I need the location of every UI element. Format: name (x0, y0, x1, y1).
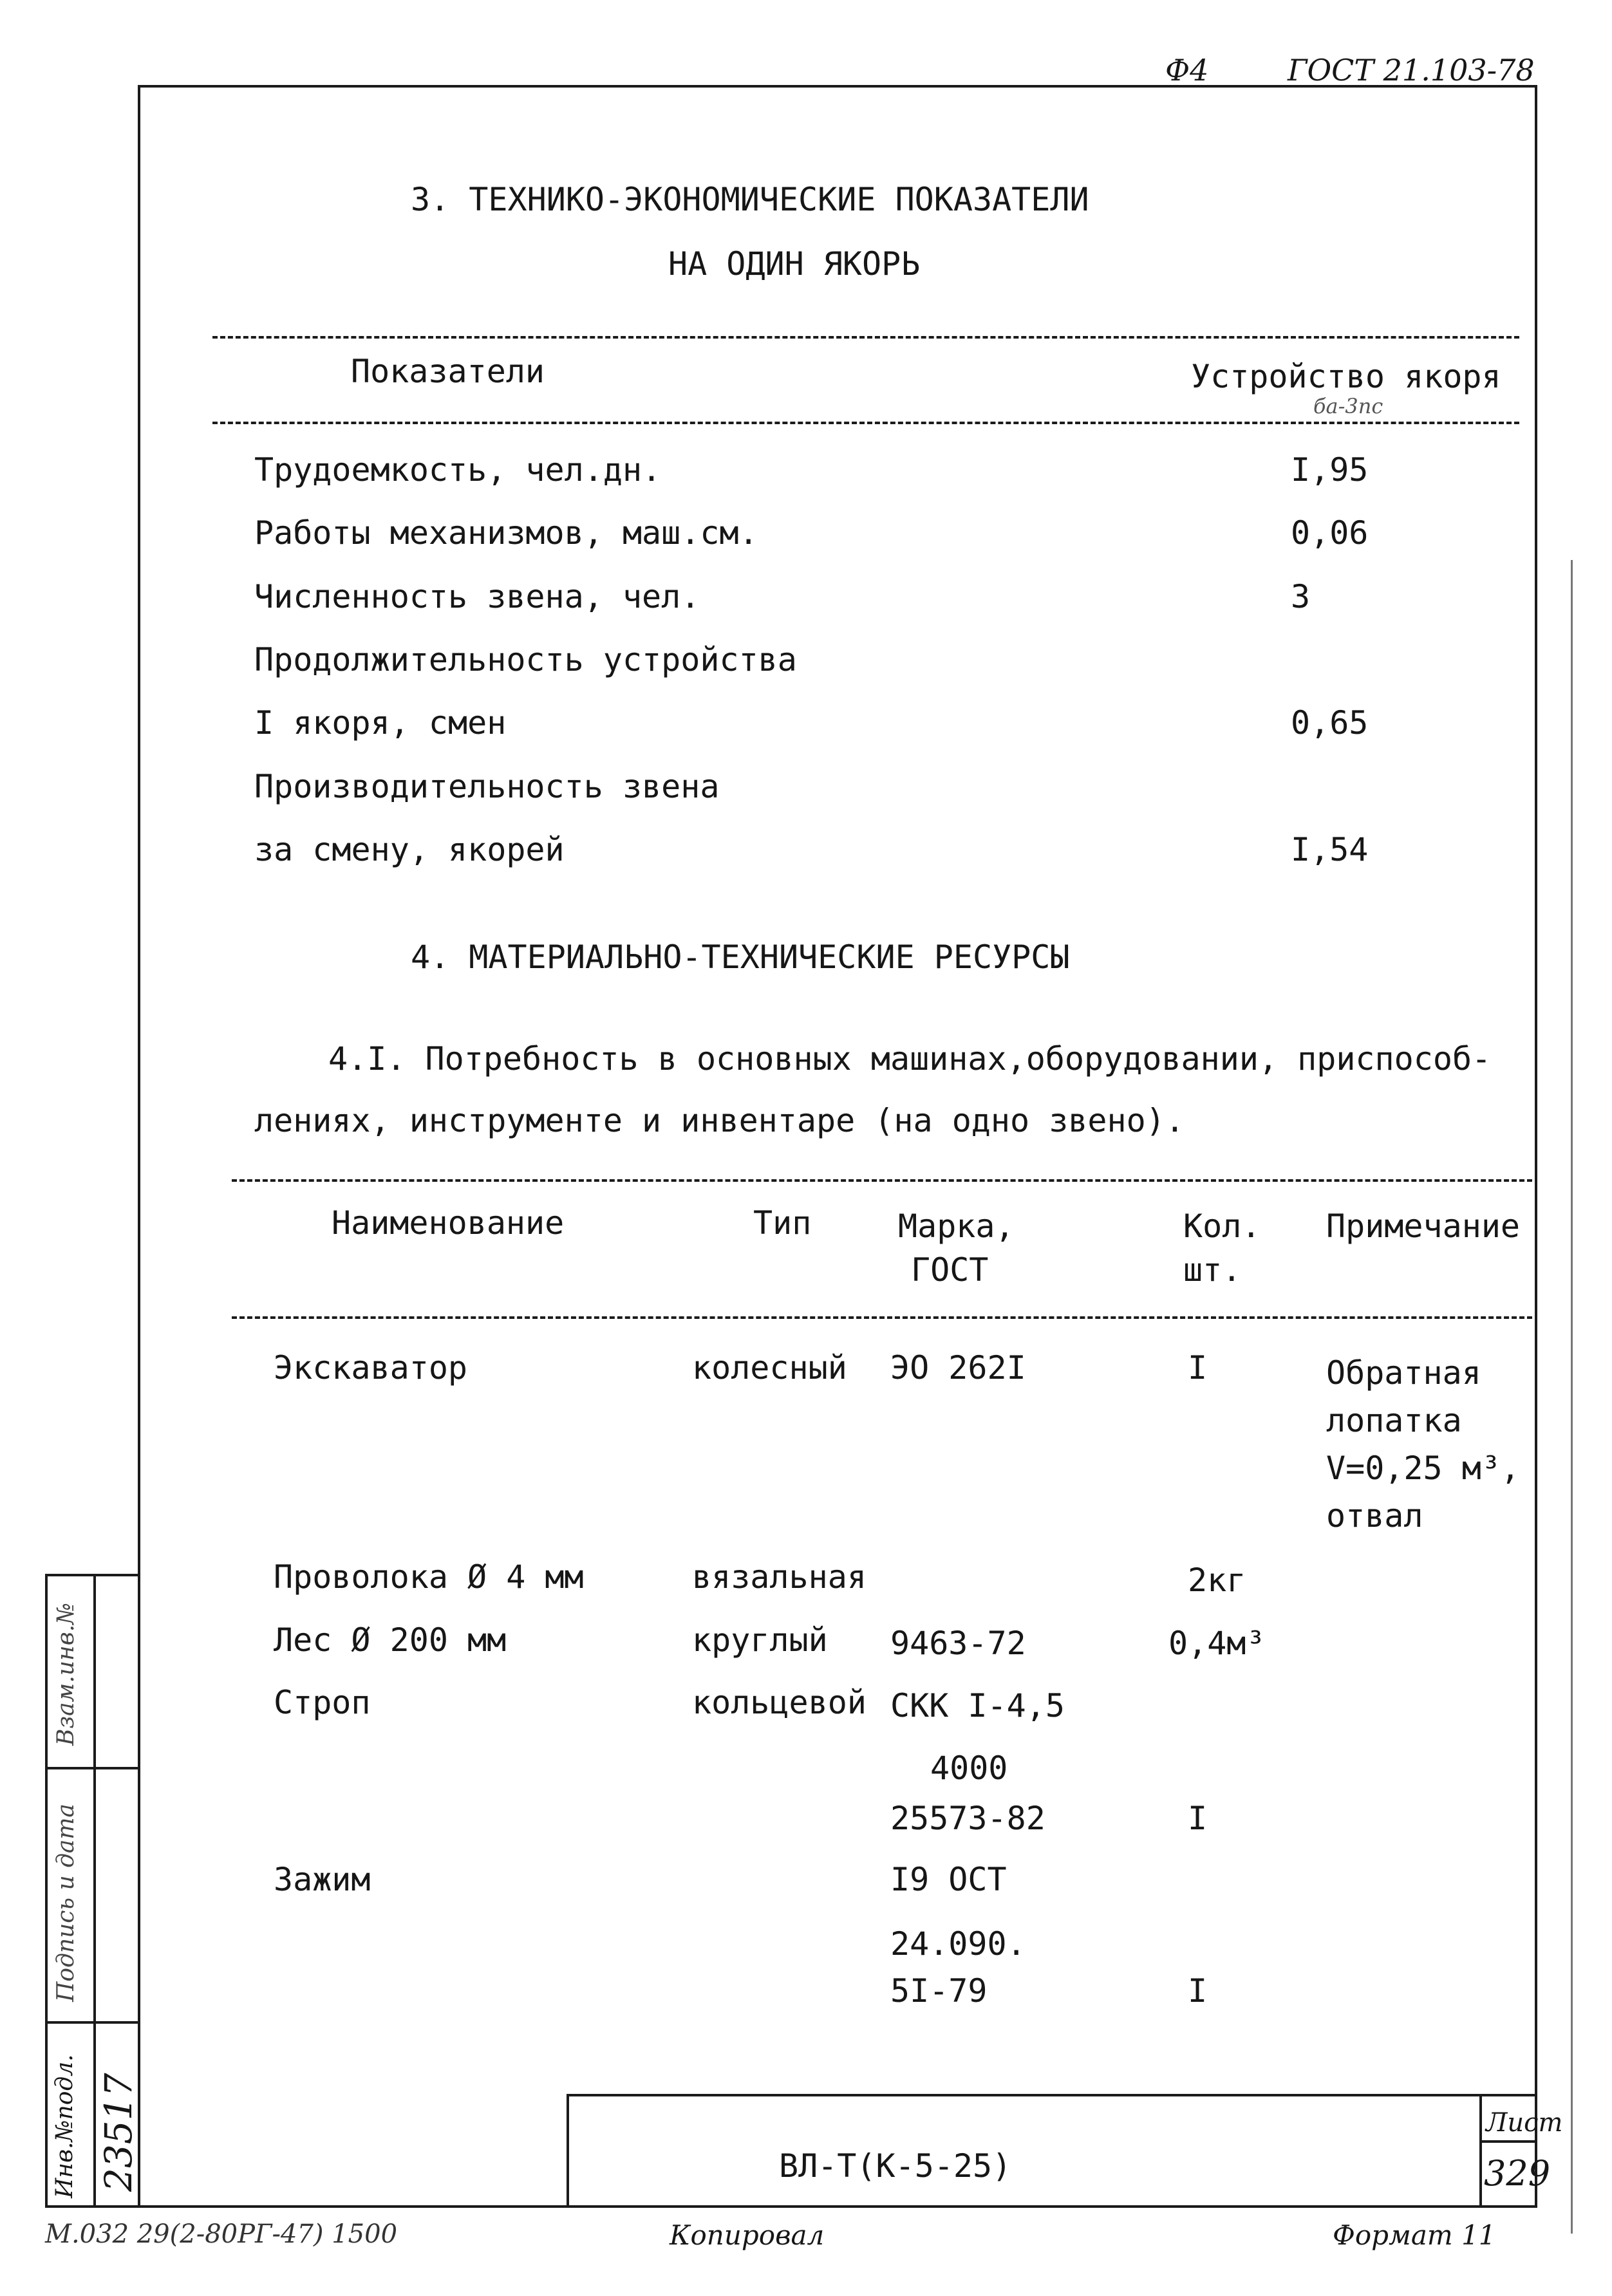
table2-cell-qty: I (1188, 1972, 1208, 2010)
table2-cell-qty: I (1188, 1349, 1208, 1386)
table2-cell-mark: 5I-79 (890, 1972, 988, 2010)
table1-header-rule (212, 422, 1519, 424)
inv-number-label: Инв.№подл. (52, 2054, 78, 2198)
section4-paragraph-line2: лениях, инструменте и инвентаре (на одно звено). (254, 1102, 1185, 1139)
title-block-sheet-split (1479, 2140, 1537, 2143)
table1-header-indicators: Показатели (351, 353, 545, 390)
table2-header-qty: Кол. (1183, 1208, 1261, 1245)
side-stamp-rule (45, 1767, 140, 1769)
table2-cell-name: Строп (274, 1684, 371, 1721)
title-block-top-rule (567, 2094, 1537, 2096)
table2-header-rule (232, 1316, 1532, 1319)
sheet-mark: Ф4 (1165, 53, 1209, 88)
table1-header-note: ба-3пс (1313, 394, 1383, 418)
table2-cell-qty: I (1188, 1800, 1208, 1837)
table2-cell-mark: 25573-82 (890, 1800, 1045, 1837)
standard-code: ГОСТ 21.103-78 (1288, 53, 1535, 88)
table2-cell-mark: 4000 (930, 1750, 1008, 1787)
table2-cell-name: Зажим (274, 1861, 371, 1898)
table1-row-value: I,95 (1291, 451, 1369, 489)
section3-title-line1: 3. ТЕХНИКО-ЭКОНОМИЧЕСКИЕ ПОКАЗАТЕЛИ (411, 181, 1089, 218)
table2-header-mark: Марка, (898, 1208, 1015, 1245)
table2-header-type: Тип (753, 1204, 812, 1242)
footer-format: Формат 11 (1333, 2219, 1496, 2251)
table2-top-rule (232, 1179, 1532, 1182)
table2-cell-mark: I9 ОСТ (890, 1861, 1007, 1898)
sheet-number: 329 (1484, 2153, 1551, 2194)
footer-copied: Копировал (670, 2219, 825, 2251)
table1-row-value: 3 (1291, 578, 1311, 615)
table2-cell-mark: 9463-72 (890, 1625, 1026, 1662)
table2-cell-note: лопатка (1326, 1402, 1462, 1439)
table2-cell-type: кольцевой (692, 1684, 867, 1721)
table1-row-label: Продолжительность устройства (254, 641, 797, 678)
table2-cell-mark: 24.090. (890, 1925, 1026, 1963)
inv-number: 23517 (97, 2073, 140, 2192)
table1-row-label: Трудоемкость, чел.дн. (254, 451, 662, 489)
table1-row-label: Работы механизмов, маш.см. (254, 514, 758, 552)
replace-inv-label: Взам.инв.№ (53, 1602, 79, 1746)
table2-cell-type: колесный (692, 1349, 847, 1386)
table1-top-rule (212, 336, 1519, 339)
table1-row-value: 0,06 (1291, 514, 1369, 552)
table2-cell-type: круглый (692, 1621, 828, 1659)
table2-cell-mark: ЭО 262I (890, 1349, 1026, 1386)
table2-cell-name: Лес Ø 200 мм (274, 1621, 507, 1659)
section4-title: 4. МАТЕРИАЛЬНО-ТЕХНИЧЕСКИЕ РЕСУРСЫ (411, 938, 1070, 976)
table2-cell-note: V=0,25 м³, (1326, 1450, 1521, 1487)
table1-row-value: I,54 (1291, 831, 1369, 868)
section3-title-line2: НА ОДИН ЯКОРЬ (668, 245, 921, 283)
table2-cell-note: Обратная (1326, 1354, 1481, 1392)
side-stamp-rule (45, 2021, 140, 2024)
table1-header-value: Устройство якоря (1191, 358, 1501, 395)
table2-header-unit: шт. (1183, 1251, 1242, 1289)
title-block-sheet-rule (1479, 2094, 1482, 2208)
signature-date-label: Подпись и дата (53, 1804, 79, 2002)
table2-cell-type: вязальная (692, 1558, 867, 1596)
table1-row-label: Численность звена, чел. (254, 578, 700, 615)
table2-cell-name: Экскаватор (274, 1349, 468, 1386)
table2-header-name: Наименование (332, 1204, 565, 1242)
table2-cell-qty: 0,4м³ (1168, 1625, 1266, 1662)
table2-cell-mark: СКК I-4,5 (890, 1687, 1065, 1724)
table1-row-label: за смену, якорей (254, 831, 565, 868)
table2-cell-note: отвал (1326, 1497, 1423, 1535)
scan-edge-line (1571, 560, 1573, 2234)
table2-cell-qty: 2кг (1188, 1562, 1246, 1599)
side-stamp-divider (93, 1574, 96, 2208)
table2-cell-name: Проволока Ø 4 мм (274, 1558, 584, 1596)
table1-row-label: I якоря, смен (254, 704, 507, 742)
table2-header-note: Примечание (1326, 1208, 1521, 1245)
document-code: ВЛ-Т(К-5-25) (779, 2147, 1012, 2185)
table1-row-value: 0,65 (1291, 704, 1369, 742)
sheet-label: Лист (1486, 2108, 1563, 2138)
table2-header-gost: ГОСТ (911, 1251, 989, 1289)
footer-left-note: М.032 29(2-80РГ-47) 1500 (45, 2219, 398, 2249)
table1-row-label: Производительность звена (254, 768, 720, 805)
section4-paragraph-line1: 4.I. Потребность в основных машинах,оборудовании, приспособ- (328, 1040, 1492, 1078)
title-block-left-rule (567, 2094, 569, 2208)
